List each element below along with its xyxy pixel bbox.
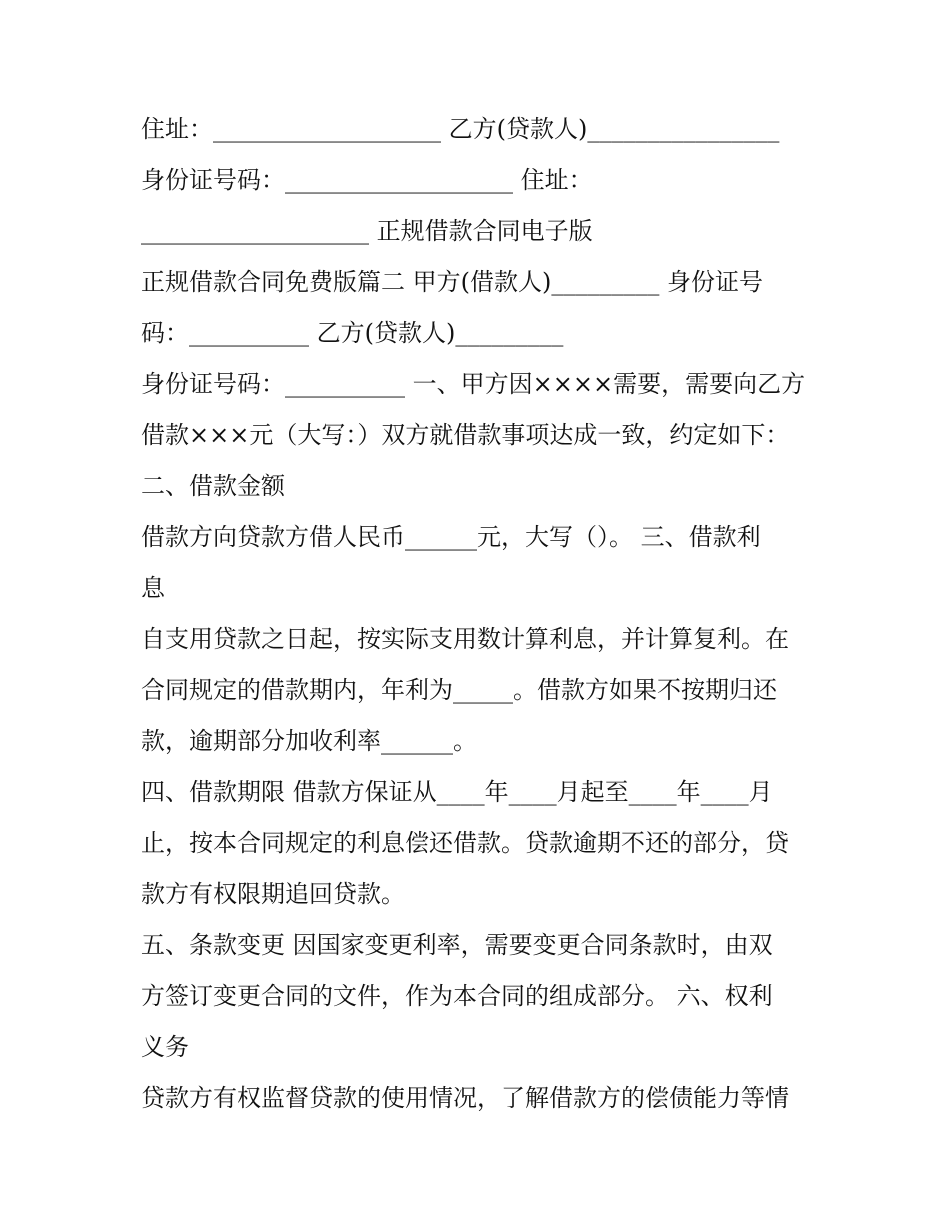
text-line: 自支用贷款之日起，按实际支用数计算利息，并计算复利。在	[141, 625, 789, 653]
text-line: 四、借款期限 借款方保证从____年____月起至____年____月	[141, 778, 773, 806]
document-body	[141, 104, 821, 1124]
text-line: 方签订变更合同的文件，作为本合同的组成部分。 六、权利	[141, 982, 773, 1010]
text-line: 码：__________ 乙方(贷款人)_________	[141, 319, 564, 347]
text-line: 正规借款合同免费版篇二 甲方(借款人)_________ 身份证号	[141, 268, 763, 296]
text-line: ___________________ 正规借款合同电子版	[141, 217, 593, 245]
text-line: 款方有权限期追回贷款。	[141, 880, 405, 908]
text-line: 五、条款变更 因国家变更利率，需要变更合同条款时，由双	[141, 931, 773, 959]
text-line: 义务	[141, 1033, 189, 1061]
text-line: 借款×××元（大写：）双方就借款事项达成一致，约定如下：	[141, 421, 790, 449]
text-line: 息	[141, 574, 165, 602]
text-line: 住址：___________________ 乙方(贷款人)________________	[141, 115, 780, 143]
text-line: 合同规定的借款期内，年利为_____。借款方如果不按期归还	[141, 676, 777, 704]
text-line: 贷款方有权监督贷款的使用情况，了解借款方的偿债能力等情	[141, 1084, 789, 1112]
text-line: 身份证号码：__________ 一、甲方因××××需要，需要向乙方	[141, 370, 806, 398]
text-line: 止，按本合同规定的利息偿还借款。贷款逾期不还的部分，贷	[141, 829, 789, 857]
text-line: 身份证号码：___________________ 住址：	[141, 166, 593, 194]
section-heading: 二、借款金额	[141, 472, 285, 500]
text-line: 款，逾期部分加收利率______。	[141, 727, 477, 755]
text-line: 借款方向贷款方借人民币______元，大写（）。 三、借款利	[141, 523, 761, 551]
